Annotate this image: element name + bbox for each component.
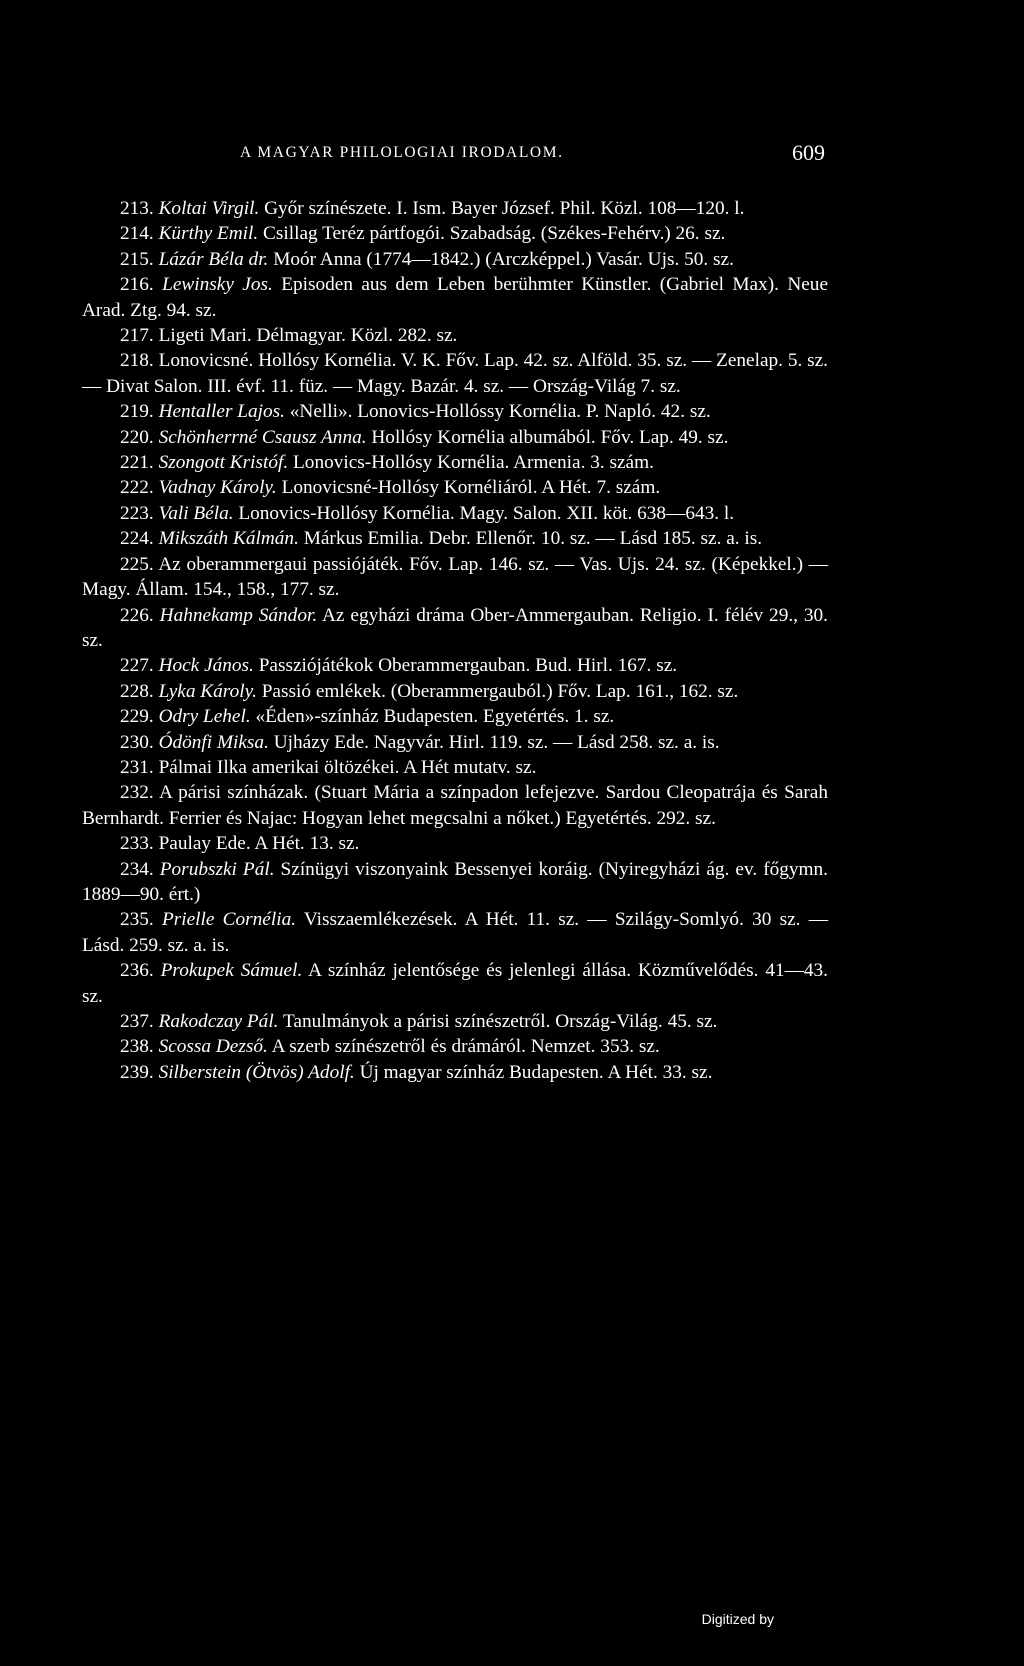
entry-author: Hock János.	[158, 655, 254, 677]
entry-number: 236.	[120, 960, 161, 982]
entry-text: Passió emlékek. (Oberammergauból.) Főv. Lap. 161., 162. sz.	[256, 680, 739, 702]
entry-text: Lonovicsné. Hollósy Kornélia. V. K. Főv. Lap. 42. sz. Alföld. 35. sz. — Zenelap. 5. sz. — Divat Salon. III. évf. 11. füz. — Magy. Bazár. 4. sz. — Ország-Világ 7. sz.	[82, 350, 829, 397]
entry-number: 221.	[120, 452, 159, 474]
entry-text: A szerb színészetről és drámáról. Nemzet. 353. sz.	[267, 1036, 660, 1058]
bibliography-entry-220	[82, 425, 828, 450]
entry-text: Márkus Emilia. Debr. Ellenőr. 10. sz. — Lásd 185. sz. a. is.	[298, 528, 763, 550]
bibliography-entry-235	[82, 907, 828, 958]
entry-author: Szongott Kristóf.	[158, 452, 289, 474]
page-header	[240, 140, 825, 166]
entry-number: 226.	[120, 604, 160, 626]
entry-author: Prielle Cornélia.	[161, 909, 297, 931]
entry-text: «Nelli». Lonovics-Hollóssy Kornélia. P. Napló. 42. sz.	[284, 401, 711, 423]
entry-author: Porubszki Pál.	[159, 858, 275, 880]
entry-number: 222.	[120, 477, 159, 499]
entry-text: Ligeti Mari. Délmagyar. Közl. 282. sz.	[158, 325, 458, 347]
entry-author: Prokupek Sámuel.	[160, 960, 303, 982]
bibliography-entry-218	[82, 348, 828, 399]
entry-number: 239.	[120, 1061, 159, 1083]
entry-author: Hahnekamp Sándor.	[159, 604, 318, 626]
bibliography-entry-221	[82, 450, 828, 475]
bibliography-entry-214	[82, 221, 828, 246]
entry-text: Győr színészete. I. Ism. Bayer József. Phil. Közl. 108—120. l.	[259, 198, 745, 219]
bibliography-entry-234	[82, 857, 828, 908]
bibliography-list	[82, 196, 828, 1085]
digitized-by-note: Digitized by	[701, 1611, 774, 1627]
entry-text: Új magyar színház Budapesten. A Hét. 33. sz.	[354, 1061, 713, 1083]
entry-text: «Éden»-színház Budapesten. Egyetértés. 1. sz.	[250, 706, 615, 728]
bibliography-entry-233	[82, 831, 828, 856]
entry-author: Scossa Dezső.	[158, 1036, 268, 1058]
entry-number: 237.	[120, 1011, 159, 1032]
entry-number: 228.	[120, 680, 159, 702]
bibliography-entry-219	[82, 399, 828, 424]
entry-author: Lázár Béla dr.	[158, 248, 269, 270]
entry-text: Episoden aus dem Leben berühmter Künstler. (Gabriel Max). Neue Arad. Ztg. 94. sz.	[82, 274, 829, 321]
entry-author: Rakodczay Pál.	[158, 1011, 279, 1032]
bibliography-entry-222	[82, 475, 828, 500]
entry-number: 224.	[120, 528, 159, 550]
entry-number: 218.	[120, 350, 159, 372]
entry-text: Passziójátékok Oberammergauban. Bud. Hirl. 167. sz.	[253, 655, 678, 677]
entry-number: 217.	[120, 325, 159, 347]
bibliography-entry-229	[82, 704, 828, 729]
running-head: A MAGYAR PHILOLOGIAI IRODALOM.	[240, 144, 564, 161]
entry-text: Hollósy Kornélia albumából. Főv. Lap. 49. sz.	[366, 426, 729, 448]
bibliography-entry-230	[82, 730, 828, 755]
entry-number: 223.	[120, 502, 159, 524]
bibliography-entry-213	[82, 196, 828, 221]
entry-text: Lonovics-Hollósy Kornélia. Magy. Salon. XII. köt. 638—643. l.	[233, 502, 735, 524]
bibliography-entry-216	[82, 272, 828, 323]
entry-author: Mikszáth Kálmán.	[158, 528, 299, 550]
entry-text: Ujházy Ede. Nagyvár. Hirl. 119. sz. — Lásd 258. sz. a. is.	[268, 731, 720, 753]
entry-author: Ódönfi Miksa.	[158, 731, 269, 753]
entry-author: Schönherrné Csausz Anna.	[158, 426, 367, 448]
entry-text: Paulay Ede. A Hét. 13. sz.	[158, 833, 360, 855]
entry-author: Koltai Virgil.	[158, 198, 260, 219]
entry-number: 225.	[120, 553, 159, 575]
entry-author: Kürthy Emil.	[158, 223, 259, 245]
entry-text: Visszaemlékezések. A Hét. 11. sz. — Szilágy-Somlyó. 30 sz. — Lásd. 259. sz. a. is.	[82, 909, 829, 956]
entry-text: Az oberammergaui passiójáték. Főv. Lap. 146. sz. — Vas. Ujs. 24. sz. (Képekkel.) — Magy. Állam. 154., 158., 177. sz.	[82, 553, 828, 601]
entry-number: 231.	[120, 756, 159, 778]
entry-text: Az egyházi dráma Ober-Ammergauban. Religio. I. félév 29., 30. sz.	[82, 604, 828, 651]
bibliography-entry-224	[82, 526, 828, 551]
entry-text: Tanulmányok a párisi színészetről. Ország-Világ. 45. sz.	[278, 1011, 718, 1032]
bibliography-entry-237	[82, 1009, 828, 1034]
entry-author: Vadnay Károly.	[158, 477, 277, 499]
entry-number: 229.	[120, 706, 159, 728]
entry-author: Lewinsky Jos.	[162, 274, 273, 296]
bibliography-entry-239	[82, 1060, 828, 1085]
entry-text: Moór Anna (1774—1842.) (Arczképpel.) Vasár. Ujs. 50. sz.	[268, 248, 734, 270]
bibliography-entry-225	[82, 552, 828, 603]
bibliography-entry-236	[82, 958, 828, 1009]
entry-author: Hentaller Lajos.	[158, 401, 285, 423]
page-number: 609	[792, 140, 825, 165]
entry-number: 213.	[120, 198, 159, 219]
entry-number: 214.	[120, 223, 159, 245]
entry-text: Színügyi viszonyaink Bessenyei koráig. (Nyiregyházi ág. ev. főgymn. 1889—90. ért.)	[82, 858, 828, 905]
entry-number: 227.	[120, 655, 159, 677]
entry-text: Lonovics-Hollósy Kornélia. Armenia. 3. szám.	[288, 452, 654, 474]
entry-number: 233.	[120, 833, 159, 855]
entry-text: A színház jelentősége és jelenlegi állása. Közművelődés. 41—43. sz.	[82, 960, 829, 1007]
bibliography-entry-227	[82, 653, 828, 678]
entry-text: Csillag Teréz pártfogói. Szabadság. (Székes-Fehérv.) 26. sz.	[258, 223, 726, 245]
entry-number: 234.	[120, 858, 160, 880]
entry-text: Pálmai Ilka amerikai öltözékei. A Hét mutatv. sz.	[158, 756, 537, 778]
entry-text: Lonovicsné-Hollósy Kornéliáról. A Hét. 7. szám.	[276, 477, 661, 499]
bibliography-entry-226	[82, 603, 828, 654]
entry-number: 219.	[120, 401, 159, 423]
entry-number: 216.	[120, 274, 163, 296]
entry-number: 215.	[120, 248, 159, 270]
entry-author: Vali Béla.	[158, 502, 234, 524]
entry-author: Lyka Károly.	[158, 680, 257, 702]
bibliography-entry-238	[82, 1034, 828, 1059]
entry-number: 230.	[120, 731, 159, 753]
bibliography-entry-231	[82, 755, 828, 780]
entry-number: 220.	[120, 426, 159, 448]
bibliography-entry-215	[82, 247, 828, 272]
entry-text: A párisi színházak. (Stuart Mária a színpadon lefejezve. Sardou Cleopatrája és Sarah Bernhardt. Ferrier és Najac: Hogyan lehet megcsalni a nőket.) Egyetértés. 292. sz.	[82, 782, 829, 829]
entry-number: 238.	[120, 1036, 159, 1058]
entry-author: Silberstein (Ötvös) Adolf.	[158, 1061, 355, 1083]
bibliography-entry-223	[82, 501, 828, 526]
bibliography-entry-232	[82, 780, 828, 831]
entry-author: Odry Lehel.	[158, 706, 251, 728]
entry-number: 235.	[120, 909, 162, 931]
bibliography-entry-228	[82, 679, 828, 704]
bibliography-entry-217	[82, 323, 828, 348]
entry-number: 232.	[120, 782, 159, 804]
